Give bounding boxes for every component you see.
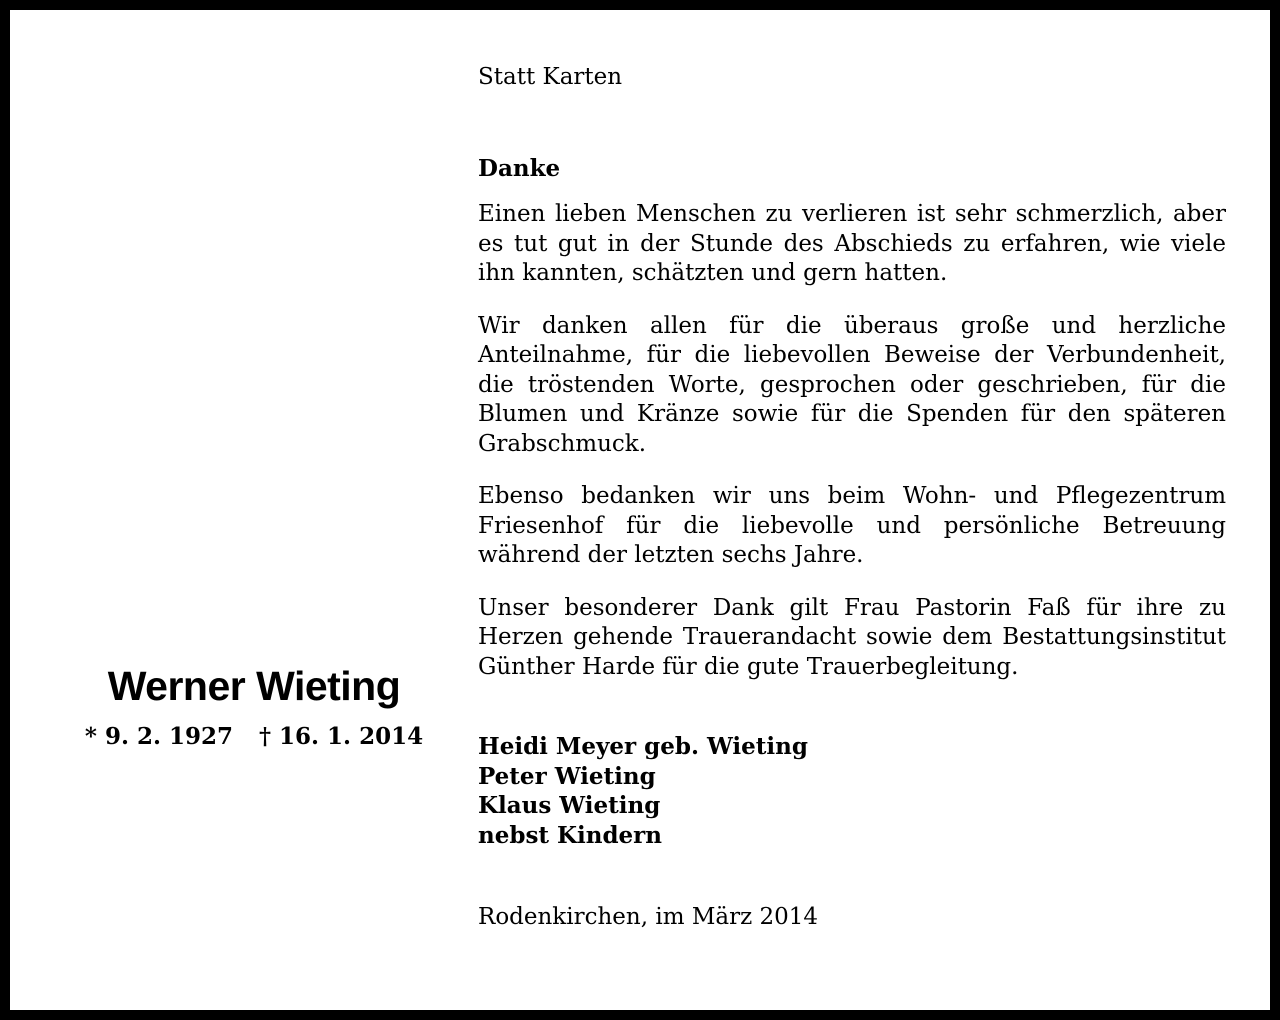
paragraph-3: Ebenso bedanken wir uns beim Wohn- und Pflegezentrum Friesenhof für die liebevolle und persönliche Betreuung während der letzten sechs Jahre.	[478, 483, 1226, 568]
signature-line: Klaus Wieting	[478, 792, 661, 819]
paragraph-2: Wir danken allen für die überaus große und herzliche Anteilnahme, für die liebevollen Beweise der Verbundenheit, die tröstenden Worte, gesprochen oder geschrieben, für die Blumen und Kränze sowie für die Spenden für den späteren Grabschmuck.	[478, 312, 1226, 457]
deceased-block	[68, 660, 440, 752]
deceased-name: Werner Wieting	[107, 663, 401, 709]
signature-line: nebst Kindern	[478, 821, 663, 849]
signature-line: Peter Wieting	[478, 762, 656, 790]
signatures	[478, 732, 1226, 850]
heading-danke: Danke	[478, 155, 561, 182]
statt-karten-label: Statt Karten	[478, 64, 623, 90]
place-and-date: Rodenkirchen, im März 2014	[478, 904, 819, 930]
birth-date: * 9. 2. 1927	[84, 723, 233, 750]
signature-line: Heidi Meyer geb. Wieting	[478, 733, 808, 760]
paragraph-1: Einen lieben Menschen zu verlieren ist sehr schmerzlich, aber es tut gut in der Stunde des Abschieds zu erfahren, wie viele ihn kannten, schätzten und gern hatten.	[478, 201, 1226, 286]
thank-you-text	[478, 62, 1226, 932]
life-dates	[68, 722, 440, 752]
paragraph-4: Unser besonderer Dank gilt Frau Pastorin Faß für ihre zu Herzen gehende Trauerandacht sowie dem Bestattungsinstitut Günther Harde für die gute Trauerbegleitung.	[478, 594, 1226, 680]
death-date: † 16. 1. 2014	[259, 723, 424, 750]
